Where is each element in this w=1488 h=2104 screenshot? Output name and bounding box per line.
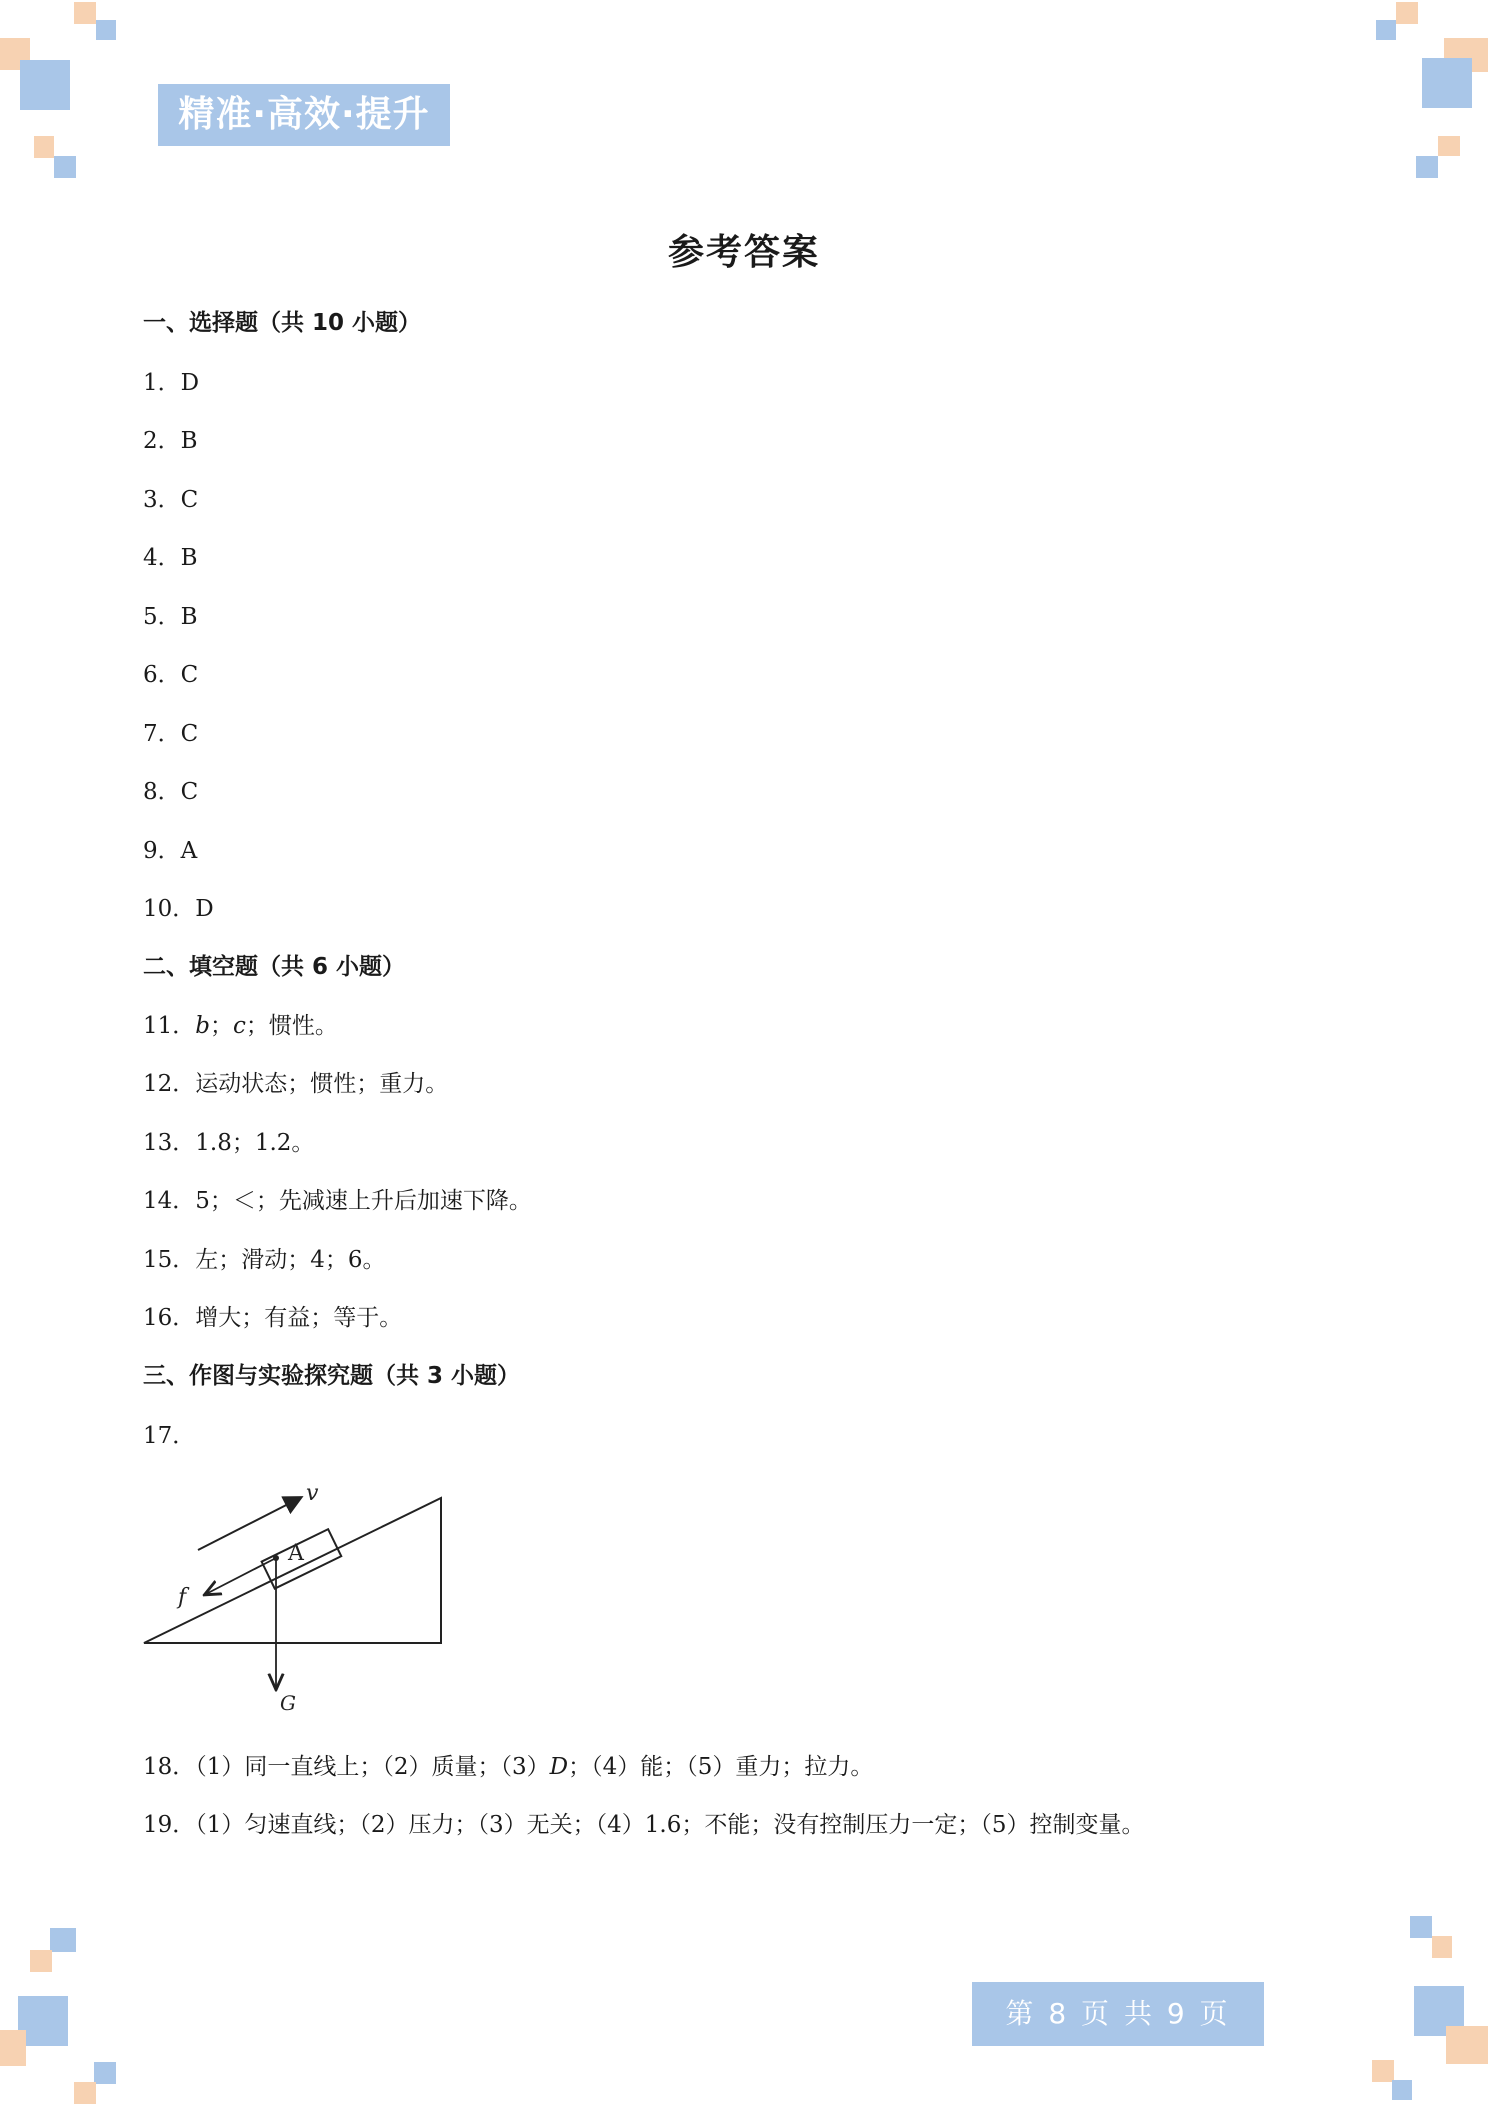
page-number-badge: 第 8 页 共 9 页 — [972, 1982, 1264, 2046]
label-friction: f — [178, 1585, 187, 1610]
answer-line: 14．5；＜；先减速上升后加速下降。 — [143, 1188, 532, 1214]
header-banner: 精准·高效·提升 — [158, 84, 450, 146]
answer-var-c: c — [233, 1013, 246, 1039]
corner-square — [34, 136, 54, 158]
label-block: A — [288, 1541, 304, 1566]
answer-line-11 — [143, 1007, 338, 1040]
corner-square — [74, 2, 96, 24]
label-velocity: v — [306, 1481, 319, 1506]
corner-square — [1372, 2060, 1394, 2082]
corner-square — [1446, 2026, 1488, 2064]
corner-square — [1410, 1916, 1432, 1938]
label-gravity: G — [280, 1691, 296, 1715]
answer-line: 10．D — [143, 896, 214, 922]
section-heading-choice: 一、选择题（共 10 小题） — [143, 310, 422, 336]
answer-line: 6．C — [143, 662, 199, 688]
corner-square — [30, 1950, 52, 1972]
corner-square — [20, 60, 70, 110]
corner-square — [1396, 2, 1418, 24]
answer-text: 18．（1）同一直线上；（2）质量；（3） — [143, 1754, 550, 1780]
answer-line: 4．B — [143, 545, 198, 571]
corner-square — [74, 2082, 96, 2104]
answer-line: 13．1.8；1.2。 — [143, 1130, 315, 1156]
corner-square — [96, 20, 116, 40]
page-title: 参考答案 — [667, 231, 820, 273]
corner-square — [1392, 2080, 1412, 2100]
answer-line: 19．（1）匀速直线；（2）压力；（3）无关；（4）1.6；不能；没有控制压力一定；（5）控制变量。 — [143, 1812, 1145, 1838]
friction-arrow — [206, 1558, 276, 1594]
answer-line: 5．B — [143, 604, 198, 630]
answer-var-d: D — [549, 1754, 569, 1780]
answer-line: 17． — [143, 1423, 196, 1449]
answer-rest: ；惯性。 — [245, 1013, 338, 1039]
corner-square — [54, 156, 76, 178]
answer-line: 15．左；滑动；4；6。 — [143, 1247, 386, 1273]
answer-number: 11． — [143, 1013, 196, 1039]
corner-square — [1376, 20, 1396, 40]
corner-square — [1432, 1936, 1452, 1958]
answer-line: 9．A — [143, 838, 198, 864]
section-heading-experiment: 三、作图与实验探究题（共 3 小题） — [143, 1363, 521, 1389]
answer-text: ；（4）能；（5）重力；拉力。 — [568, 1754, 874, 1780]
answer-separator: ； — [210, 1013, 234, 1039]
corner-square — [0, 2030, 26, 2066]
answer-line: 16．增大；有益；等于。 — [143, 1305, 403, 1331]
answer-line: 7．C — [143, 721, 199, 747]
corner-square — [94, 2062, 116, 2084]
incline-force-diagram — [138, 1470, 458, 1720]
corner-square — [1422, 58, 1472, 108]
answer-line: 8．C — [143, 779, 199, 805]
incline-triangle — [144, 1498, 441, 1643]
corner-square — [1416, 156, 1438, 178]
answer-var-b: b — [195, 1013, 211, 1039]
answer-line: 2．B — [143, 428, 198, 454]
answer-line-18 — [143, 1748, 873, 1781]
velocity-arrow — [198, 1498, 300, 1550]
section-heading-fill: 二、填空题（共 6 小题） — [143, 954, 406, 980]
answer-line: 3．C — [143, 487, 199, 513]
answer-line: 1．D — [143, 370, 200, 396]
corner-square — [50, 1928, 76, 1952]
answer-line: 12．运动状态；惯性；重力。 — [143, 1071, 449, 1097]
corner-square — [1438, 136, 1460, 156]
